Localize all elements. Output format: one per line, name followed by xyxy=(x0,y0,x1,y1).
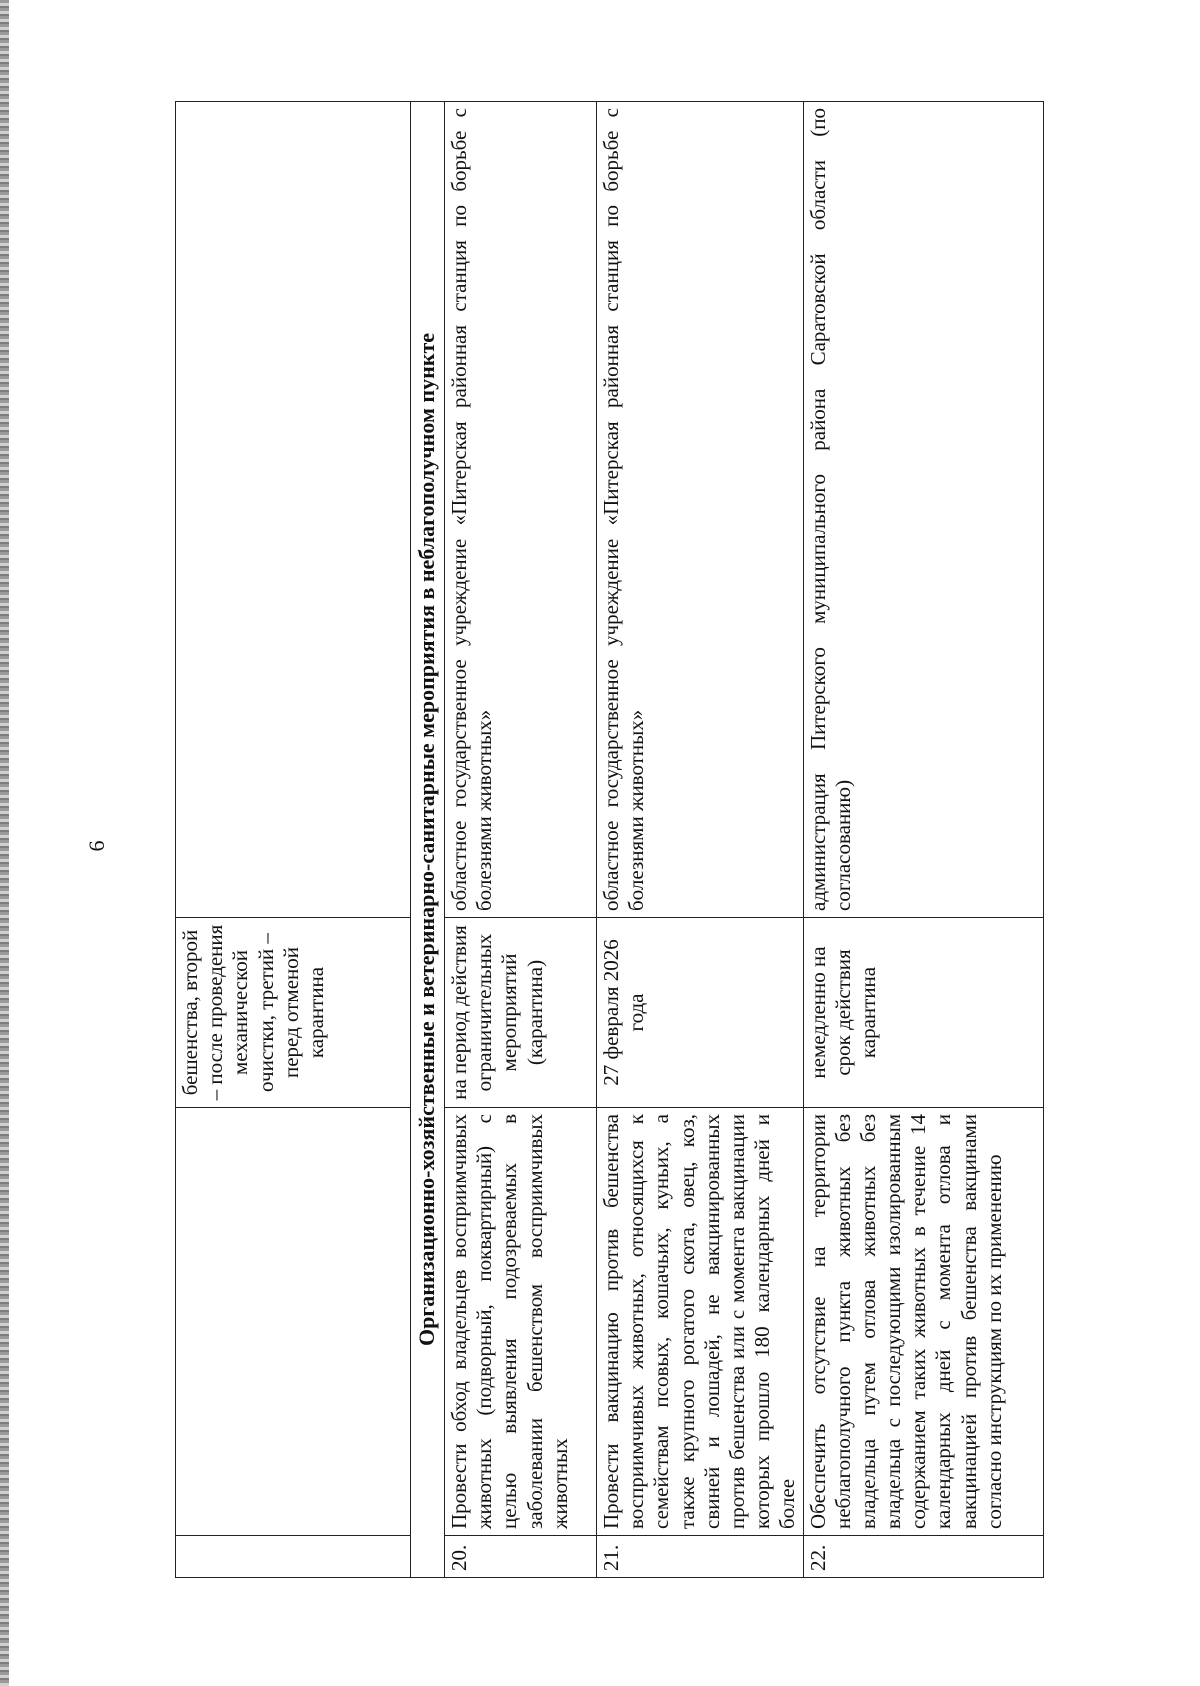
responsible-cell: администрация Питерского муниципального района Саратовской области (по согласованию) xyxy=(803,102,1043,918)
section-row xyxy=(411,102,445,1578)
scan-edge xyxy=(0,0,9,1686)
measures-table xyxy=(175,101,1044,1578)
measure-cell: Обеспечить отсутствие на территории неблагополучного пункта животных без владельца путем отлова животных без владельца с последующими изолированным содержанием таких животных в течение 14 календарных дней с момента отлова и вакцинацией против бешенства вакцинами согласно инструкциям по их применению xyxy=(803,1108,1043,1536)
term-cell: на период действия ограничительных мероприятий (карантина) xyxy=(445,918,597,1108)
table-row xyxy=(597,102,804,1578)
empty-cell xyxy=(176,102,411,918)
rotated-table-container xyxy=(175,102,1020,1578)
table-row xyxy=(803,102,1043,1578)
table-row xyxy=(445,102,597,1578)
responsible-cell: областное государственное учреждение «Питерская районная станция по борьбе с болезнями животных» xyxy=(445,102,597,918)
continuation-row xyxy=(176,102,411,1578)
section-title: Организационно-хозяйственные и ветеринарно-санитарные мероприятия в неблагополучном пункте xyxy=(411,102,445,1578)
page-number: 6 xyxy=(84,840,109,852)
row-number: 20. xyxy=(445,1536,597,1578)
empty-cell xyxy=(176,1108,411,1536)
responsible-cell: областное государственное учреждение «Питерская районная станция по борьбе с болезнями животных» xyxy=(597,102,804,918)
term-cell: немедленно на срок действия карантина xyxy=(803,918,1043,1108)
empty-cell xyxy=(176,1536,411,1578)
term-cell: 27 февраля 2026 года xyxy=(597,918,804,1108)
continuation-term-cell: бешенства, второй – после проведения механической очистки, третий – перед отменой карантина xyxy=(176,918,411,1108)
measure-cell: Провести вакцинацию против бешенства восприимчивых животных, относящихся к семействам псовых, кошачьих, куньих, а также крупного рогатого скота, овец, коз, свиней и лошадей, не вакцинированных против бешенства или с момента вакцинации которых прошло 180 календарных дней и более xyxy=(597,1108,804,1536)
measure-cell: Провести обход владельцев восприимчивых животных (подворный, поквартирный) с целью выявления подозреваемых в заболевании бешенством восприимчивых животных xyxy=(445,1108,597,1536)
row-number: 21. xyxy=(597,1536,804,1578)
row-number: 22. xyxy=(803,1536,1043,1578)
